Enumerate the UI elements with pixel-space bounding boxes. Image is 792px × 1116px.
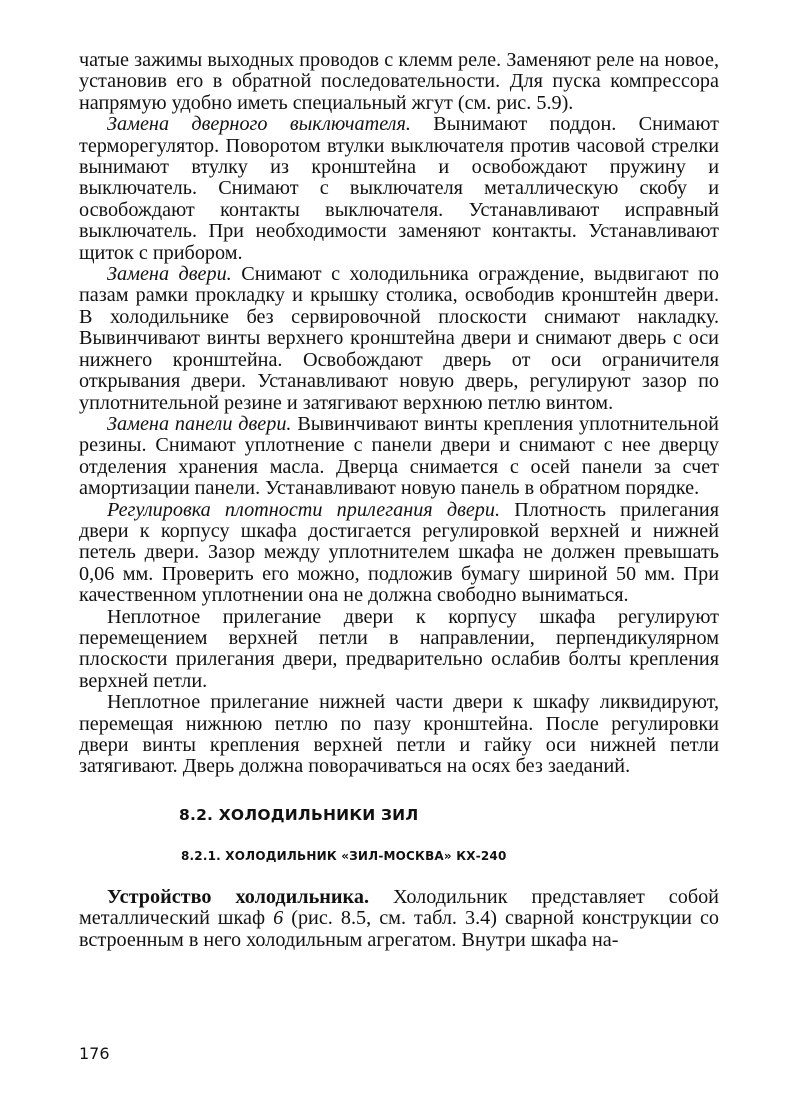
text-run: Неплотное прилегание нижней части двери к шкафу ликвидируют, перемещая нижнюю петлю по пазу кронштейна. После регулировки двери винты крепления верхней петли и гайку оси нижней петли затягивают. Дверь должна поворачиваться на осях без заеданий.: [79, 691, 719, 778]
paragraph: [79, 50, 719, 114]
italic-run: Замена дверного выключателя.: [107, 113, 411, 136]
paragraph: [79, 500, 719, 607]
text-run: Неплотное прилегание двери к корпусу шкафа регулируют перемещением верхней петли в направлении, перпендикулярном плоскости прилегания двери, предварительно ослабив болты крепления верхней петли.: [79, 605, 719, 692]
italic-run: Замена двери.: [107, 263, 232, 286]
paragraph: [79, 114, 719, 264]
figure-item-ref: 6: [273, 907, 284, 930]
subsection-heading: 8.2.1. ХОЛОДИЛЬНИК «ЗИЛ-МОСКВА» КХ-240: [181, 848, 507, 863]
page-body: [79, 50, 719, 951]
final-paragraph-text: Холодильник представляет собой металлический шкаф: [79, 885, 719, 930]
paragraphs: [79, 50, 719, 778]
section-heading: 8.2. ХОЛОДИЛЬНИКИ ЗИЛ: [179, 805, 419, 824]
italic-run: Регулировка плотности прилегания двери.: [107, 498, 501, 521]
final-paragraph: [79, 887, 719, 951]
text-run: Снимают с холодильника ограждение, выдвигают по пазам рамки прокладку и крышку столика, освободив кронштейн двери. В холодильнике без сервировочной плоскости снимают накладку. Вывинчивают винты верхнего кронштейна двери и снимают дверь с оси нижнего кронштейна. Освобождают дверь от оси ограничителя открывания двери. Устанавливают новую дверь, регулируют зазор по уплотнительной резине и затягивают верхнюю петлю винтом.: [79, 263, 719, 414]
text-run: Вынимают поддон. Снимают терморегулятор. Поворотом втулки выключателя против часовой стрелки вынимают втулку из кронштейна и освобождают пружину и выключатель. Снимают с выключателя металлическую скобу и освобождают контакты выключателя. Устанавливают исправный выключатель. При необходимости заменяют контакты. Устанавливают щиток с прибором.: [79, 113, 719, 264]
text-run: чатые зажимы выходных проводов с клемм реле. Заменяют реле на новое, установив его в обратной последовательности. Для пуска компрессора напрямую удобно иметь специальный жгут (см. рис. 5.9).: [79, 49, 719, 114]
text-run: Вывинчивают винты крепления уплотнительной резины. Снимают уплотнение с панели двери и снимают с нее дверцу отделения хранения масла. Дверца снимается с осей панели за счет амортизации панели. Устанавливают новую панель в обратном порядке.: [79, 412, 719, 500]
page-number: 176: [79, 1044, 110, 1063]
paragraph: [79, 692, 719, 778]
paragraph: [79, 264, 719, 414]
final-paragraph-rest: (рис. 8.5, см. табл. 3.4) сварной конструкции со встроенным в него холодильным агрегатом. Внутри шкафа на-: [79, 907, 719, 951]
italic-run: Замена панели двери.: [107, 412, 292, 435]
final-paragraph-lead: Устройство холодильника.: [107, 885, 370, 908]
paragraph: [79, 414, 719, 500]
paragraph: [79, 607, 719, 693]
text-run: Плотность прилегания двери к корпусу шкафа достигается регулировкой верхней и нижней петель двери. Зазор между уплотнителем шкафа не должен превышать 0,06 мм. Проверить его можно, подложив бумагу шириной 50 мм. При качественном уплотнении она не должна свободно выниматься.: [79, 498, 719, 607]
